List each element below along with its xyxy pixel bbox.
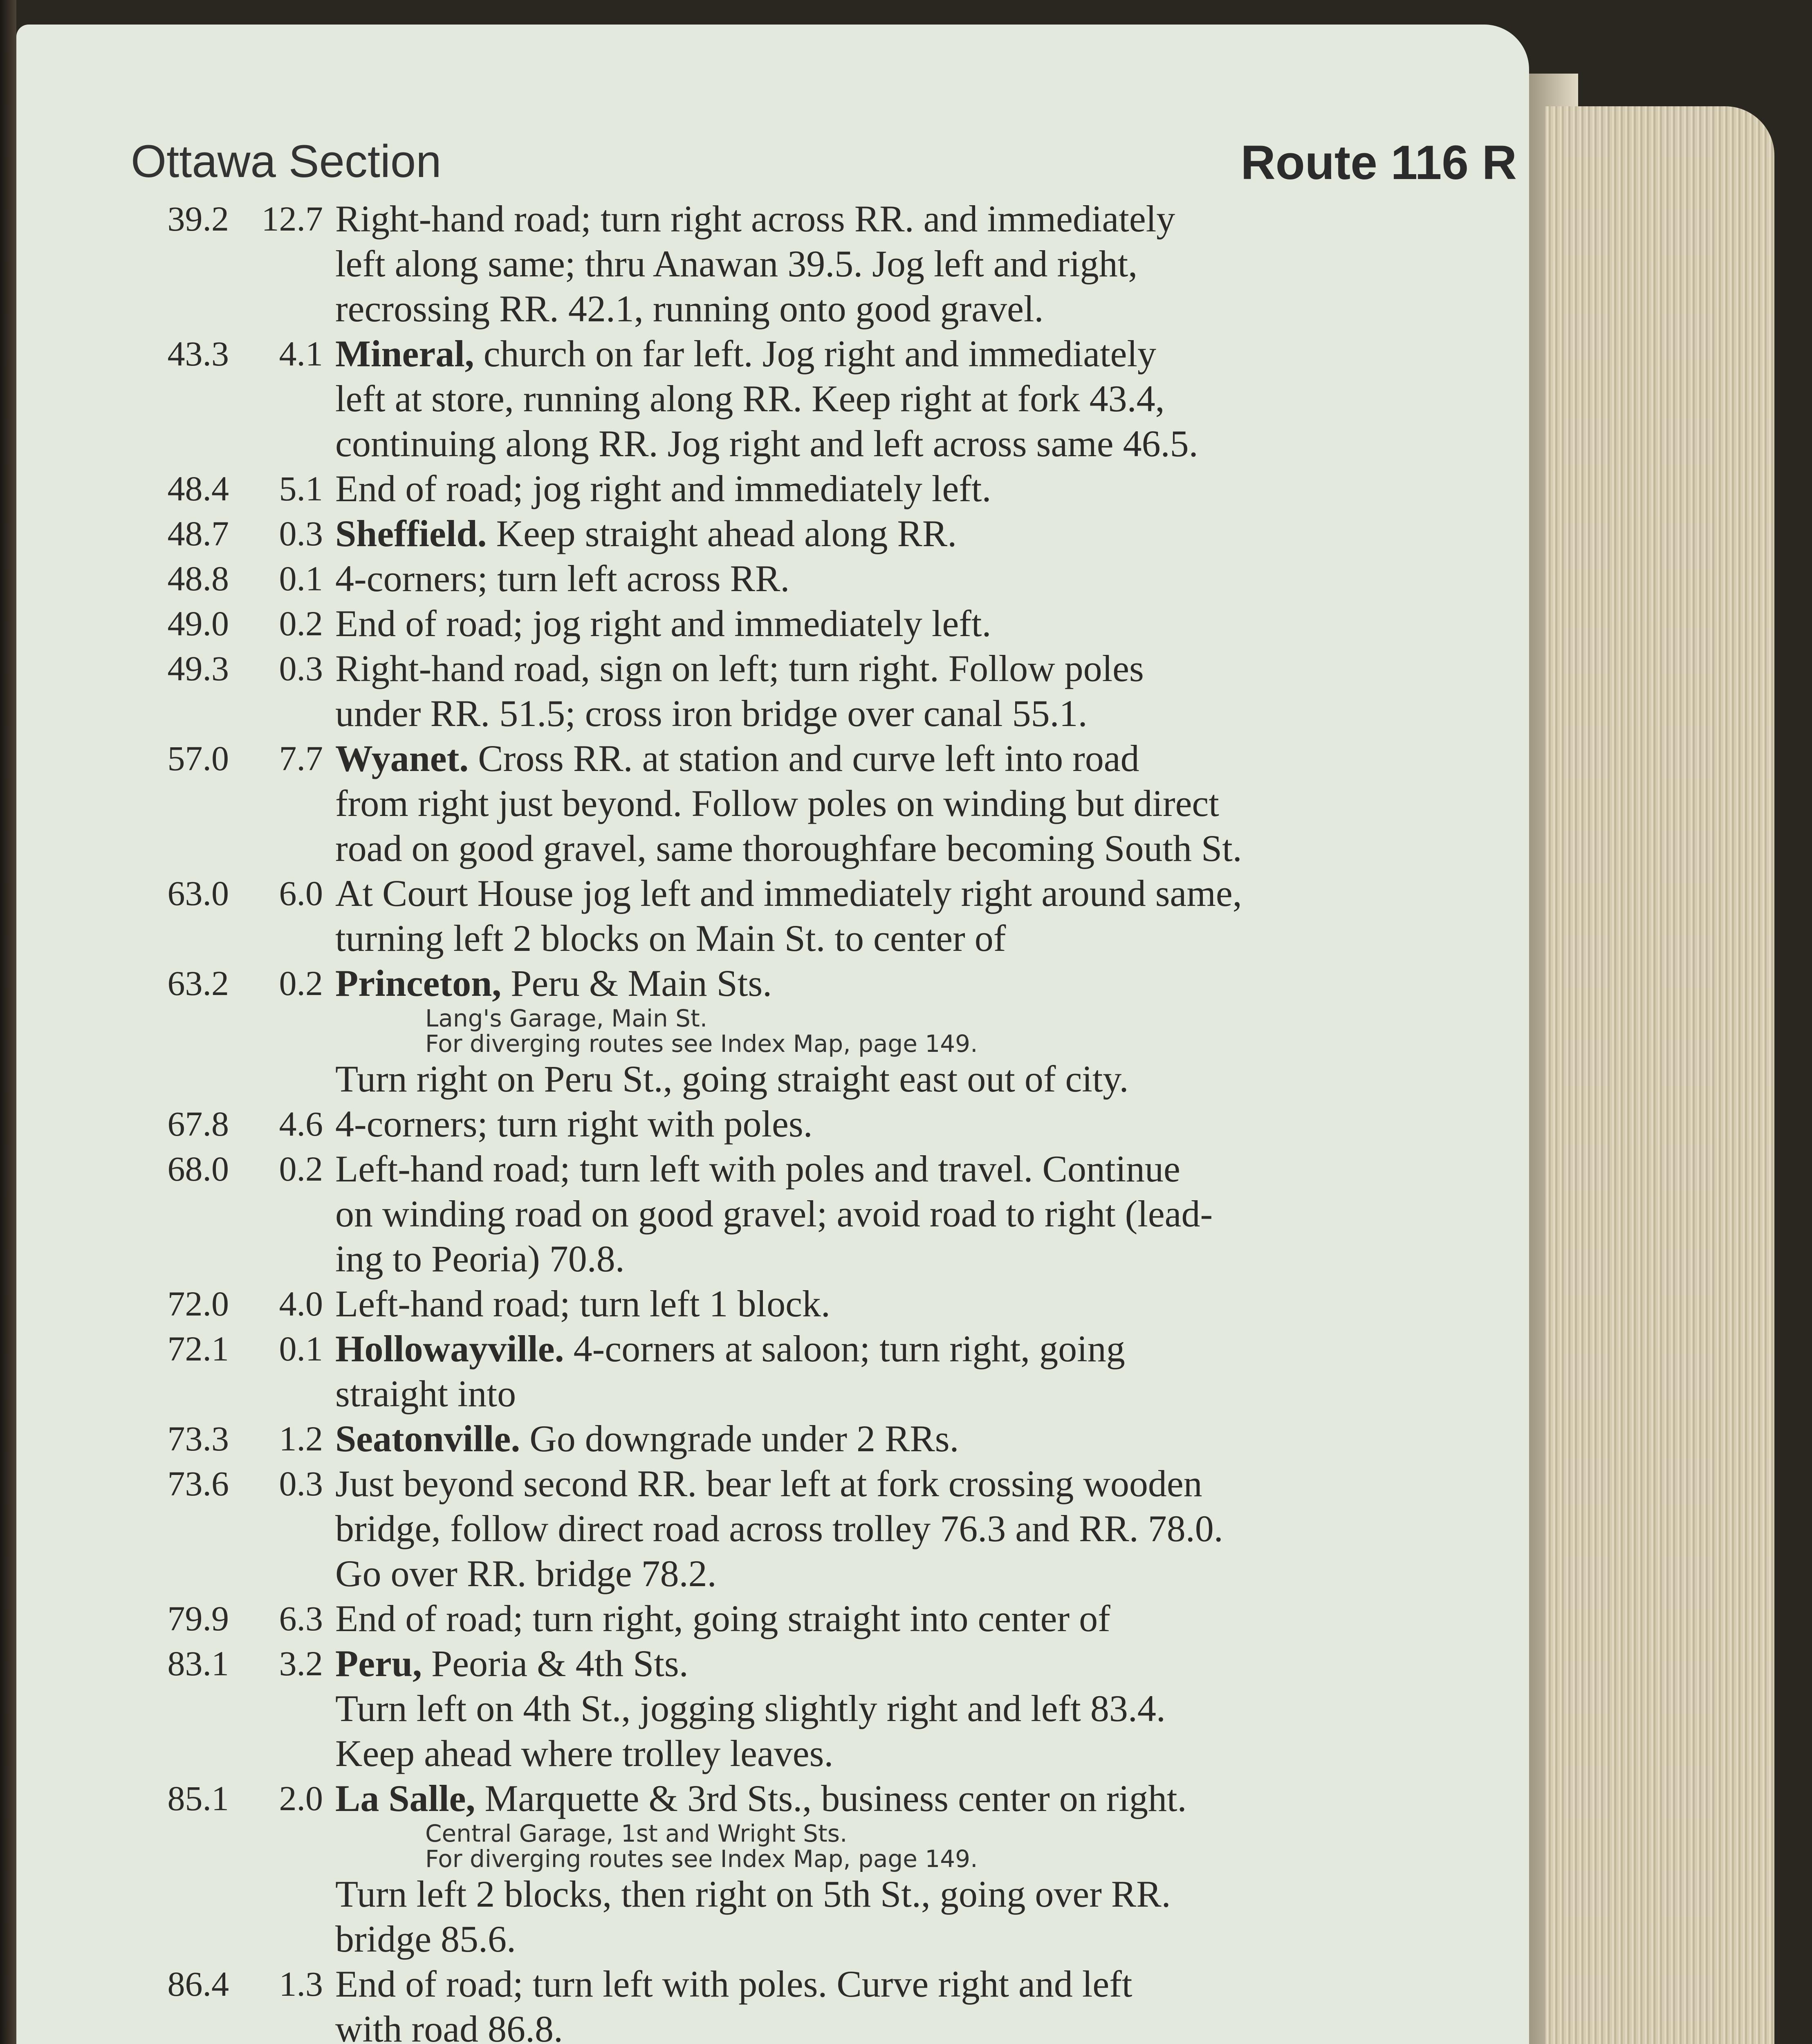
direction-line (335, 1191, 1513, 1236)
direction-line-text: bridge, follow direct road across trolley 76.3 and RR. 78.0. (335, 1508, 1223, 1549)
cumulative-mileage: 48.7 (167, 514, 229, 553)
direction-line-text: Go over RR. bridge 78.2. (335, 1553, 717, 1594)
direction-line (335, 1416, 1513, 1461)
service-note: Central Garage, 1st and Wright Sts. (425, 1820, 848, 1847)
cumulative-mileage: 73.3 (167, 1419, 229, 1458)
route-entry (98, 1281, 1529, 1326)
cumulative-mileage: 63.0 (167, 874, 229, 913)
direction-line-text: Keep straight ahead along RR. (496, 513, 957, 554)
direction-line-text: continuing along RR. Jog right and left across same 46.5. (335, 423, 1198, 464)
cumulative-mileage: 85.1 (167, 1779, 229, 1818)
direction-text (335, 556, 1529, 601)
service-note: For diverging routes see Index Map, page 149. (425, 1030, 978, 1058)
route-entry (98, 601, 1529, 646)
route-entry (98, 961, 1529, 1101)
direction-line-text: straight into (335, 1373, 516, 1414)
section-title: Ottawa Section (131, 136, 442, 187)
continuation-line: bridge 85.6. (335, 1918, 516, 1960)
direction-text (335, 601, 1529, 646)
route-entry (98, 1961, 1529, 2044)
direction-line (335, 781, 1513, 826)
cumulative-mileage: 48.4 (167, 469, 229, 508)
cumulative-mileage: 72.1 (167, 1329, 229, 1368)
direction-line (335, 961, 1513, 1006)
route-entry (98, 1416, 1529, 1461)
page-block-edges (1545, 106, 1774, 2044)
direction-line (335, 2006, 1513, 2044)
route-entry (98, 646, 1529, 736)
direction-line-text: 4-corners; turn right with poles. (335, 1103, 813, 1145)
route-entry (98, 1596, 1529, 1641)
direction-line (335, 826, 1513, 871)
segment-mileage: 4.6 (279, 1104, 323, 1143)
route-entry (98, 736, 1529, 871)
direction-text (335, 1416, 1529, 1461)
cumulative-mileage: 83.1 (167, 1644, 229, 1683)
direction-line-text: under RR. 51.5; cross iron bridge over canal 55.1. (335, 693, 1088, 734)
direction-line (335, 1961, 1513, 2006)
direction-line-text: End of road; jog right and immediately left. (335, 468, 991, 509)
segment-mileage: 0.1 (279, 1329, 323, 1368)
direction-text (335, 871, 1529, 961)
route-entry (98, 1461, 1529, 1596)
direction-text (335, 1776, 1529, 1821)
route-entry (98, 871, 1529, 961)
segment-mileage: 0.2 (279, 964, 323, 1003)
cumulative-mileage: 68.0 (167, 1149, 229, 1188)
segment-mileage: 0.1 (279, 559, 323, 598)
town-name: Wyanet. (335, 737, 469, 779)
direction-line (335, 1551, 1513, 1596)
cumulative-mileage: 39.2 (167, 199, 229, 238)
direction-text (335, 1461, 1529, 1596)
segment-mileage: 0.3 (279, 514, 323, 553)
direction-text (335, 1596, 1529, 1641)
direction-line (335, 1281, 1513, 1326)
direction-text (335, 1961, 1529, 2044)
direction-line-text: Cross RR. at station and curve left into road (478, 737, 1139, 779)
route-entry (98, 196, 1529, 331)
direction-line-text: Left-hand road; turn left with poles and travel. Continue (335, 1148, 1180, 1190)
direction-line-text: Marquette & 3rd Sts., business center on right. (484, 1777, 1187, 1819)
direction-line-text: 4-corners; turn left across RR. (335, 558, 790, 599)
direction-line-text: from right just beyond. Follow poles on winding but direct (335, 782, 1219, 824)
segment-mileage: 4.1 (279, 334, 323, 373)
cumulative-mileage: 73.6 (167, 1464, 229, 1503)
segment-mileage: 6.0 (279, 874, 323, 913)
direction-line (335, 196, 1513, 241)
cumulative-mileage: 49.3 (167, 649, 229, 688)
book-page (16, 25, 1529, 2044)
direction-line-text: left along same; thru Anawan 39.5. Jog left and right, (335, 243, 1138, 285)
direction-text (335, 646, 1529, 736)
route-entry (98, 556, 1529, 601)
town-name: Princeton, (335, 962, 502, 1004)
continuation-line: Turn right on Peru St., going straight east out of city. (335, 1058, 1129, 1100)
direction-line-text: left at store, running along RR. Keep right at fork 43.4, (335, 378, 1165, 419)
route-entry (98, 1326, 1529, 1416)
direction-line (335, 376, 1513, 421)
direction-line (335, 1101, 1513, 1146)
direction-text (335, 1641, 1529, 1686)
route-entry (98, 1146, 1529, 1281)
town-name: Seatonville. (335, 1418, 520, 1459)
direction-line-text: recrossing RR. 42.1, running onto good gravel. (335, 288, 1044, 329)
cumulative-mileage: 72.0 (167, 1284, 229, 1323)
segment-mileage: 3.2 (279, 1644, 323, 1683)
direction-text (335, 736, 1529, 871)
direction-line (335, 241, 1513, 286)
service-note: Lang's Garage, Main St. (425, 1004, 708, 1032)
direction-line (335, 736, 1513, 781)
town-name: Mineral, (335, 333, 474, 374)
direction-line (335, 421, 1513, 466)
direction-line (335, 1461, 1513, 1506)
direction-line (335, 1146, 1513, 1191)
segment-mileage: 6.3 (279, 1599, 323, 1638)
direction-line (335, 1371, 1513, 1416)
direction-line-text: Peru & Main Sts. (511, 962, 772, 1004)
direction-text (335, 331, 1529, 466)
direction-line-text: Right-hand road, sign on left; turn right. Follow poles (335, 648, 1144, 689)
segment-mileage: 0.2 (279, 604, 323, 643)
town-name: Sheffield. (335, 513, 487, 554)
direction-text (335, 466, 1529, 511)
direction-line-text: At Court House jog left and immediately right around same, (335, 872, 1242, 914)
cumulative-mileage: 43.3 (167, 334, 229, 373)
direction-text (335, 1101, 1529, 1146)
segment-mileage: 0.3 (279, 1464, 323, 1503)
direction-line-text: Just beyond second RR. bear left at fork crossing wooden (335, 1463, 1202, 1504)
cumulative-mileage: 48.8 (167, 559, 229, 598)
direction-line-text: with road 86.8. (335, 2008, 563, 2044)
direction-line (335, 1506, 1513, 1551)
direction-line (335, 1326, 1513, 1371)
continuation-line: Keep ahead where trolley leaves. (335, 1732, 834, 1774)
direction-line (335, 1776, 1513, 1821)
service-note: For diverging routes see Index Map, page 149. (425, 1845, 978, 1873)
direction-line (335, 916, 1513, 961)
continuation-line: Turn left on 4th St., jogging slightly right and left 83.4. (335, 1688, 1166, 1729)
route-title: Route 116 R (1240, 136, 1517, 190)
town-name: Peru, (335, 1643, 422, 1684)
cumulative-mileage: 49.0 (167, 604, 229, 643)
direction-line (335, 871, 1513, 916)
segment-mileage: 0.3 (279, 649, 323, 688)
route-entry (98, 1101, 1529, 1146)
route-entry (98, 511, 1529, 556)
book-spine (0, 0, 16, 2044)
direction-line (335, 331, 1513, 376)
direction-line (335, 286, 1513, 331)
route-entry (98, 1776, 1529, 1961)
town-name: Hollowayville. (335, 1328, 564, 1369)
direction-line-text: ing to Peoria) 70.8. (335, 1238, 625, 1280)
direction-text (335, 1326, 1529, 1416)
segment-mileage: 4.0 (279, 1284, 323, 1323)
direction-text (335, 1281, 1529, 1326)
direction-line-text: Left-hand road; turn left 1 block. (335, 1283, 830, 1325)
direction-text (335, 961, 1529, 1006)
direction-line (335, 646, 1513, 691)
cumulative-mileage: 86.4 (167, 1964, 229, 2004)
direction-line-text: End of road; turn left with poles. Curve right and left (335, 1963, 1132, 2005)
direction-line-text: Go downgrade under 2 RRs. (529, 1418, 959, 1459)
segment-mileage: 2.0 (279, 1779, 323, 1818)
direction-line-text: Right-hand road; turn right across RR. and immediately (335, 198, 1175, 240)
direction-line (335, 1641, 1513, 1686)
direction-line-text: 4-corners at saloon; turn right, going (573, 1328, 1125, 1369)
direction-line (335, 601, 1513, 646)
segment-mileage: 5.1 (279, 469, 323, 508)
route-entry (98, 331, 1529, 466)
direction-line (335, 556, 1513, 601)
town-name: La Salle, (335, 1777, 475, 1819)
direction-line (335, 1596, 1513, 1641)
direction-line (335, 511, 1513, 556)
segment-mileage: 0.2 (279, 1149, 323, 1188)
route-entries (98, 196, 1529, 2044)
segment-mileage: 1.3 (279, 1964, 323, 2004)
direction-line-text: Peoria & 4th Sts. (431, 1643, 688, 1684)
cumulative-mileage: 57.0 (167, 739, 229, 778)
direction-line-text: End of road; jog right and immediately left. (335, 603, 991, 644)
continuation-line: Turn left 2 blocks, then right on 5th St., going over RR. (335, 1873, 1171, 1915)
segment-mileage: 12.7 (261, 199, 323, 238)
direction-line-text: End of road; turn right, going straight into center of (335, 1598, 1110, 1639)
direction-line-text: road on good gravel, same thoroughfare becoming South St. (335, 827, 1242, 869)
segment-mileage: 7.7 (279, 739, 323, 778)
cumulative-mileage: 67.8 (167, 1104, 229, 1143)
direction-line (335, 691, 1513, 736)
route-entry (98, 1641, 1529, 1776)
direction-text (335, 511, 1529, 556)
segment-mileage: 1.2 (279, 1419, 323, 1458)
cumulative-mileage: 79.9 (167, 1599, 229, 1638)
direction-text (335, 196, 1529, 331)
direction-text (335, 1146, 1529, 1281)
page-content (98, 119, 1529, 2044)
page-header (98, 119, 1529, 196)
direction-line-text: on winding road on good gravel; avoid road to right (lead- (335, 1193, 1213, 1235)
direction-line-text: turning left 2 blocks on Main St. to center of (335, 917, 1006, 959)
direction-line (335, 466, 1513, 511)
direction-line (335, 1236, 1513, 1281)
cumulative-mileage: 63.2 (167, 964, 229, 1003)
direction-line-text: church on far left. Jog right and immediately (483, 333, 1157, 374)
route-entry (98, 466, 1529, 511)
